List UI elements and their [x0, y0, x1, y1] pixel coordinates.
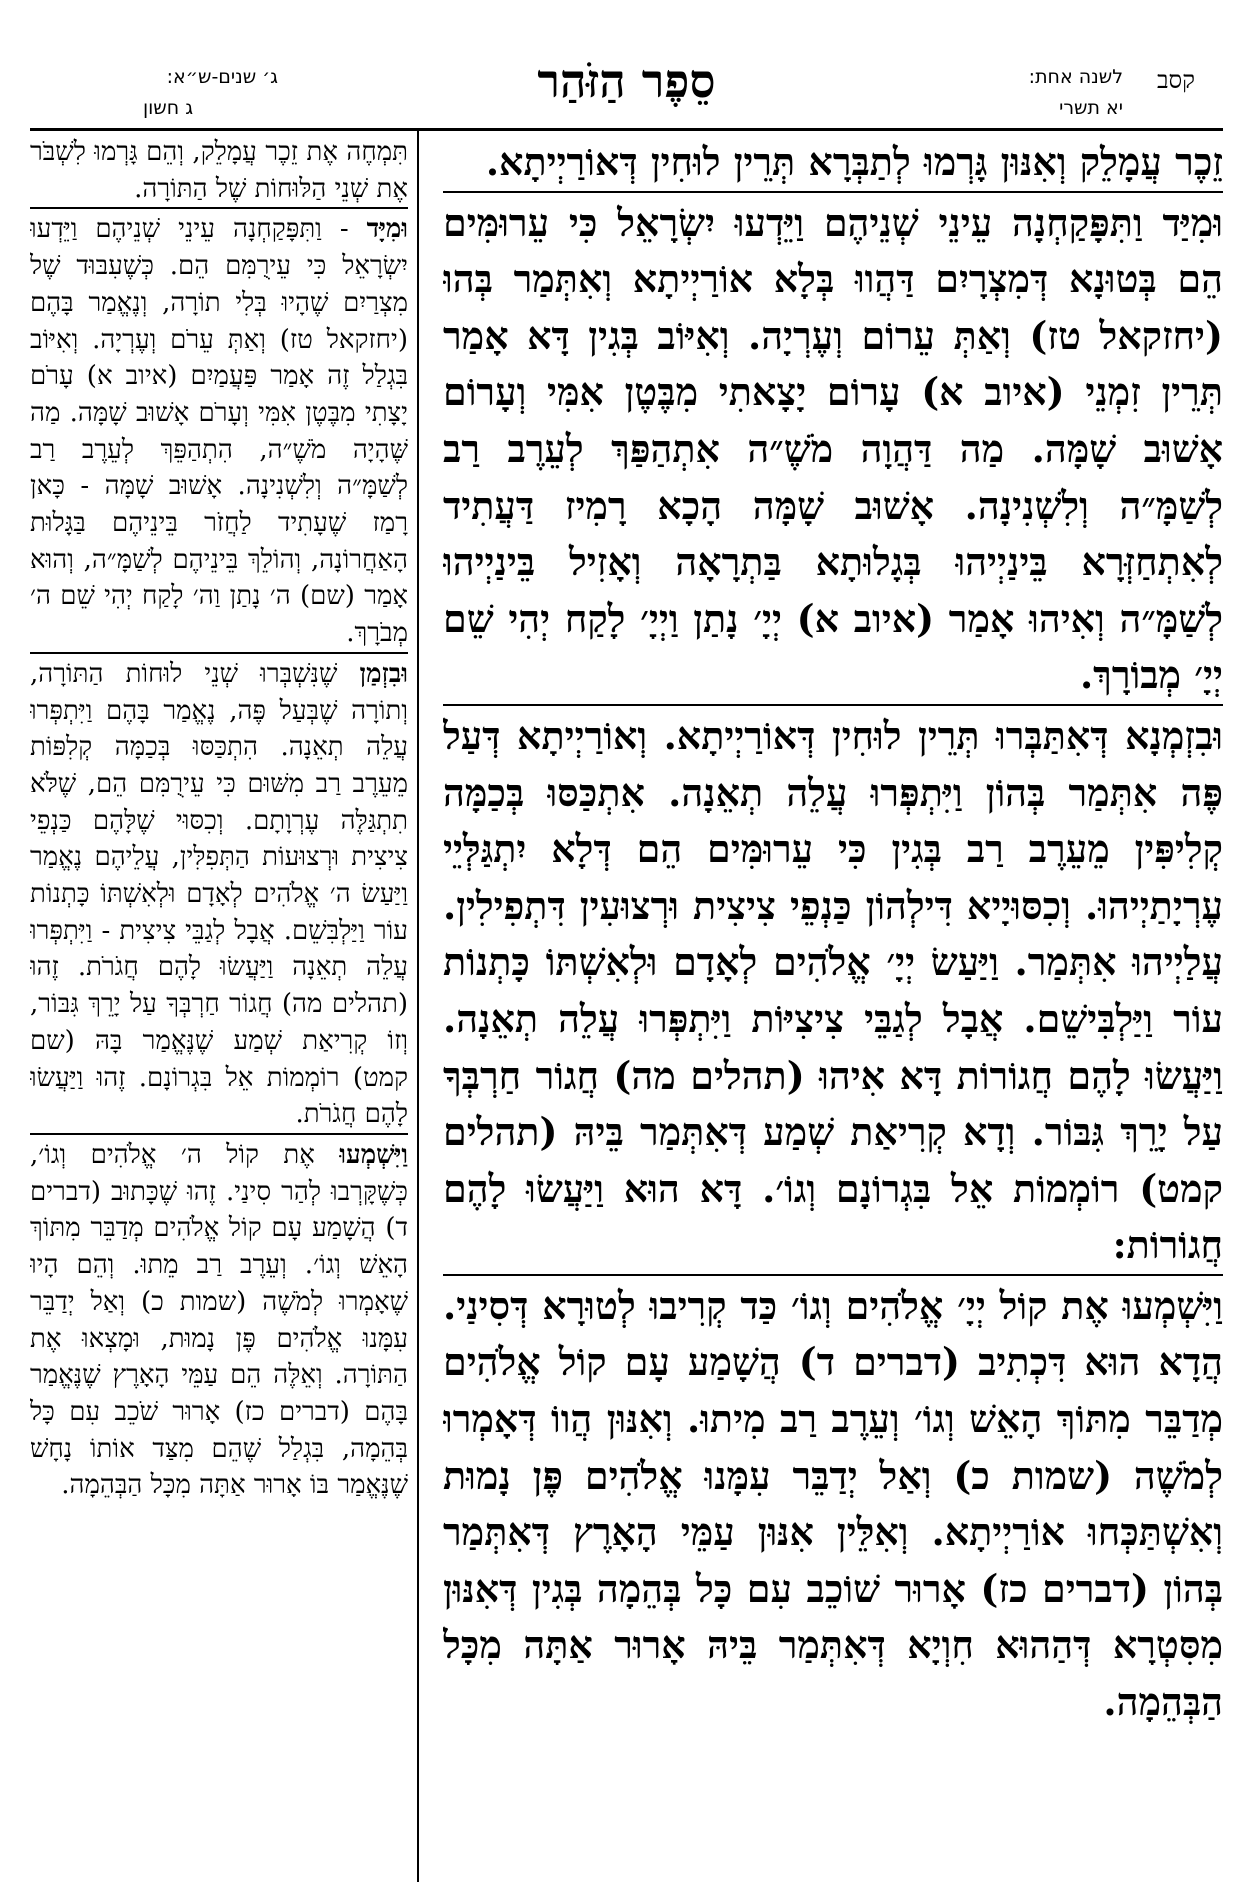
main-paragraph — [443, 1274, 1223, 1731]
side-paragraph-text: תִּמְחֶה אֶת זֵכֶר עֲמָלֵק, וְהֵם גָּרְמוּ לִשְׁבֹּר אֶת שְׁנֵי הַלּוּחוֹת שֶׁל הַתּוֹרָה. — [30, 137, 408, 204]
hebrew-translation-column — [30, 134, 408, 1876]
paragraph-lead-word: וּמִיָּד — [366, 214, 408, 245]
side-paragraph — [30, 1133, 408, 1504]
column-divider — [417, 128, 419, 1882]
schedule-day-label: יא תשרי — [1059, 97, 1123, 119]
main-paragraph-text: דְּאִתַּבְּרוּ תְּרֵין לוּחִין דְּאוֹרַיְיתָא. וְאוֹרַיְיתָא דְּעַל פֶּה אִתְּמַר בְּהוֹן וַיִּתְפְּרוּ עֲלֵה תְאֵנָה. אִתְכַּסּוּ בְּכַמָּה קְלִיפִּין מֵעֵרֶב רַב בְּגִין כִּי עֵרוּמִּים הֵם דְּלָא יִתְגַּלְּיֵי עֶרְיָתַיְיהוּ. וְכִסּוּיָיא דִּילְהוֹן כַּנְפֵי צִיצִית וּרְצוּעִין דִּתְפִילִין. עֲלַיְיהוּ אִתְּמַר. וַיַּעַשׂ יְיָ׳ אֱלֹהִים לְאָדָם וּלְאִשְׁתּוֹ כָּתְנוֹת עוֹר וַיַּלְבִּישֵׁם. אֲבָל לְגַבֵּי צִיצִיּוֹת וַיִּתְפְּרוּ עֲלֵה תְאֵנָה. וַיַּעֲשׂוּ לָהֶם חֲגוֹרוֹת דָּא אִיהוּ (תהלים מה) חֲגוֹר חַרְבְּךָ עַל יָרֵךְ גִּבּוֹר. וְדָא קְרִיאַת שְׁמַע דְּאִתְּמַר בֵּיהּ (תהלים קמט) רוֹמְמוֹת אֵל בִּגְרוֹנָם וְגוֹ׳. דָּא הוּא וַיַּעֲשׂוּ לָהֶם חֲגוֹרוֹת: — [443, 712, 1223, 1268]
main-paragraph-text: אֶת קוֹל יְיָ׳ אֱלֹהִים וְגוֹ׳ כַּד קְרִיבוּ לְטוּרָא דְּסִינַי. הֲדָא הוּא דִּכְתִיב (דברים ד) הֲשָׁמַע עָם קוֹל אֱלֹהִים מְדַבֵּר מִתּוֹךְ הָאֵשׁ וְגוֹ׳ וְעֵרֶב רַב מִיתוּ. וְאִנּוּן הֲווֹ דְּאָמְרוּ לְמֹשֶׁה (שמות כ) וְאַל יְדַבֵּר עִמָּנוּ אֱלֹהִים פֶּן נָמוּת וְאִשְׁתַּכְּחוּ אוֹרַיְיתָא. וְאִלֵּין אִנּוּן עַמֵּי הָאָרֶץ דְּאִתְּמַר בְּהוֹן (דברים כז) אָרוּר שׁוֹכֵב עִם כָּל בְּהֵמָה בְּגִין דְּאִנּוּן מִסִּטְרָא דְּהַהוּא חִוְיָא דְּאִתְּמַר בֵּיהּ אָרוּר אַתָּה מִכָּל הַבְּהֵמָה. — [443, 1282, 1223, 1725]
schedule-year-label: לשנה אחת: — [1028, 66, 1123, 88]
side-paragraph — [30, 207, 408, 651]
main-paragraph-text: זֵכֶר עֲמָלֵק וְאִנּוּן גָּרְמוּ לְתַבְּרָא תְּרֵין לוּחִין דְּאוֹרַיְיתָא. — [485, 139, 1223, 184]
main-paragraph — [443, 191, 1223, 704]
side-paragraph — [30, 134, 408, 207]
book-title: סֵפֶר הַזֹּהַר — [537, 54, 716, 108]
side-paragraph-text: אֶת קוֹל ה׳ אֱלֹהִים וְגוֹ׳, כְּשֶׁקָּרְבוּ לְהַר סִינַי. זֶהוּ שֶׁכָּתוּב (דברים ד) הֲשָׁמַע עָם קוֹל אֱלֹהִים מְדַבֵּר מִתּוֹךְ הָאֵשׁ וְגוֹ׳. וְעֵרֶב רַב מֵתוּ. וְהֵם הָיוּ שֶׁאָמְרוּ לְמֹשֶׁה (שמות כ) וְאַל יְדַבֵּר עִמָּנוּ אֱלֹהִים פֶּן נָמוּת, וּמָצְאוּ אֶת הַתּוֹרָה. וְאֵלֶּה הֵם עַמֵּי הָאָרֶץ שֶׁנֶּאֱמַר בָּהֶם (דברים כז) אָרוּר שֹׁכֵב עִם כָּל בְּהֵמָה, בִּגְלַל שֶׁהֵם מִצַּד אוֹתוֹ נָחָשׁ שֶׁנֶּאֱמַר בּוֹ אָרוּר אַתָּה מִכָּל הַבְּהֵמָה. — [30, 1139, 408, 1501]
paragraph-lead-word: וּבִזְמְנָא — [1125, 712, 1223, 758]
side-paragraph-text: - וַתִּפָּקַחְנָה עֵינֵי שְׁנֵיהֶם וַיֵּדְעוּ יִשְׂרָאֵל כִּי עֵירֻמִּם הֵם. כְּשֶׁעִבּוּד שֶׁל מִצְרַיִם שֶׁהָיוּ בְּלִי תוֹרָה, וְנֶאֱמַר בָּהֶם (יחזקאל טז) וְאַתְּ עֵרֹם וְעֶרְיָה. וְאִיּוֹב בִּגְלַל זֶה אָמַר פַּעֲמַיִם (איוב א) עָרֹם יָצָתִי מִבֶּטֶן אִמִּי וְעָרֹם אָשׁוּב שָׁמָּה. מַה שֶּׁהָיָה מֹשֶׁ״ה, הִתְהַפֵּךְ לְעֵרֶב רַב לְשַׁמָּ״ה וְלִשְׁנִינָה. אָשׁוּב שָׁמָּה - כָּאן רָמַז שֶׁעָתִיד לַחֲזֹר בֵּינֵיהֶם בַּגָּלוּת הָאַחֲרוֹנָה, וְהוֹלֵךְ בֵּינֵיהֶם לְשַׁמָּ״ה, וְהוּא אָמַר (שם) ה׳ נָתַן וַה׳ לָקַח יְהִי שֵׁם ה׳ מְבֹרָךְ. — [30, 214, 408, 649]
aramaic-main-column — [443, 134, 1223, 1876]
main-paragraph — [443, 704, 1223, 1274]
side-paragraph — [30, 652, 408, 1133]
main-paragraph — [443, 134, 1223, 191]
schedule-date-label: ג חשון — [142, 97, 194, 119]
paragraph-lead-word: וּמִיַּד — [1162, 199, 1223, 245]
header-rule — [30, 128, 1223, 131]
reading-schedule-left — [58, 62, 278, 124]
paragraph-lead-word: וַיִּשְׁמְעוּ — [339, 1139, 408, 1170]
side-paragraph-text: שֶׁנִּשְׁבְּרוּ שְׁנֵי לוּחוֹת הַתּוֹרָה, וְתוֹרָה שֶׁבְּעַל פֶּה, נֶאֱמַר בָּהֶם וַיִּתְפְּרוּ עֲלֵה תְאֵנָה. הִתְכַּסּוּ בְּכַמָּה קְלִפּוֹת מֵעֵרֶב רַב מִשּׁוּם כִּי עֵירֻמִּם הֵם, שֶׁלֹּא תִתְגַּלֶּה עֶרְוָתָם. וְכִסּוּי שֶׁלָּהֶם כַּנְפֵי צִיצִית וּרְצוּעוֹת הַתְּפִלִּין, עֲלֵיהֶם נֶאֱמַר וַיַּעַשׂ ה׳ אֱלֹהִים לְאָדָם וּלְאִשְׁתּוֹ כָּתְנוֹת עוֹר וַיַּלְבִּשֵׁם. אֲבָל לְגַבֵּי צִיצִית - וַיִּתְפְּרוּ עֲלֵה תְאֵנָה וַיַּעֲשׂוּ לָהֶם חֲגֹרֹת. זֶהוּ (תהלים מה) חֲגוֹר חַרְבְּךָ עַל יָרֵךְ גִּבּוֹר, וְזוֹ קְרִיאַת שְׁמַע שֶׁנֶּאֱמַר בָּהּ (שם קמט) רוֹמְמוֹת אֵל בִּגְרוֹנָם. זֶהוּ וַיַּעֲשׂוּ לָהֶם חֲגֹרֹת. — [30, 658, 408, 1130]
page-number: קסב — [1156, 66, 1195, 94]
paragraph-lead-word: וּבִזְמַן — [359, 658, 408, 689]
main-paragraph-text: וַתִּפָּקַחְנָה עֵינֵי שְׁנֵיהֶם וַיֵּדְעוּ יִשְׂרָאֵל כִּי עֵרוּמִּים הֵם בְּטוּנָא דְּמִצְרָיִם דַּהֲווּ בְּלָא אוֹרַיְיתָא וְאִתְּמַר בְּהוּ (יחזקאל טז) וְאַתְּ עֵרוֹם וְעֶרְיָה. וְאִיּוֹב בְּגִין דָּא אָמַר תְּרֵין זִמְנֵי (איוב א) עָרוֹם יָצָאתִי מִבֶּטֶן אִמִּי וְעָרוֹם אָשׁוּב שָׁמָּה. מַה דַּהֲוָה מֹשֶׁ״ה אִתְהַפַּךְ לְעֵרֶב רַב לְשַׁמָּ״ה וְלִשְׁנִינָה. אָשׁוּב שָׁמָּה הָכָא רָמִיז דַּעֲתִיד לְאִתְחַזְּרָא בֵּינַיְיהוּ בְּגָלוּתָא בַּתְרָאָה וְאָזִיל בֵּינַיְיהוּ לְשַׁמָּ״ה וְאִיהוּ אָמַר (איוב א) יְיָ׳ נָתַן וַיְיָ׳ לָקַח יְהִי שֵׁם יְיָ׳ מְבוֹרָךְ. — [443, 199, 1223, 698]
paragraph-lead-word: וַיִּשְׁמְעוּ — [1122, 1282, 1223, 1328]
page-header — [58, 52, 1195, 132]
schedule-cycle-label: ג׳ שנים-ש״א: — [166, 66, 278, 88]
